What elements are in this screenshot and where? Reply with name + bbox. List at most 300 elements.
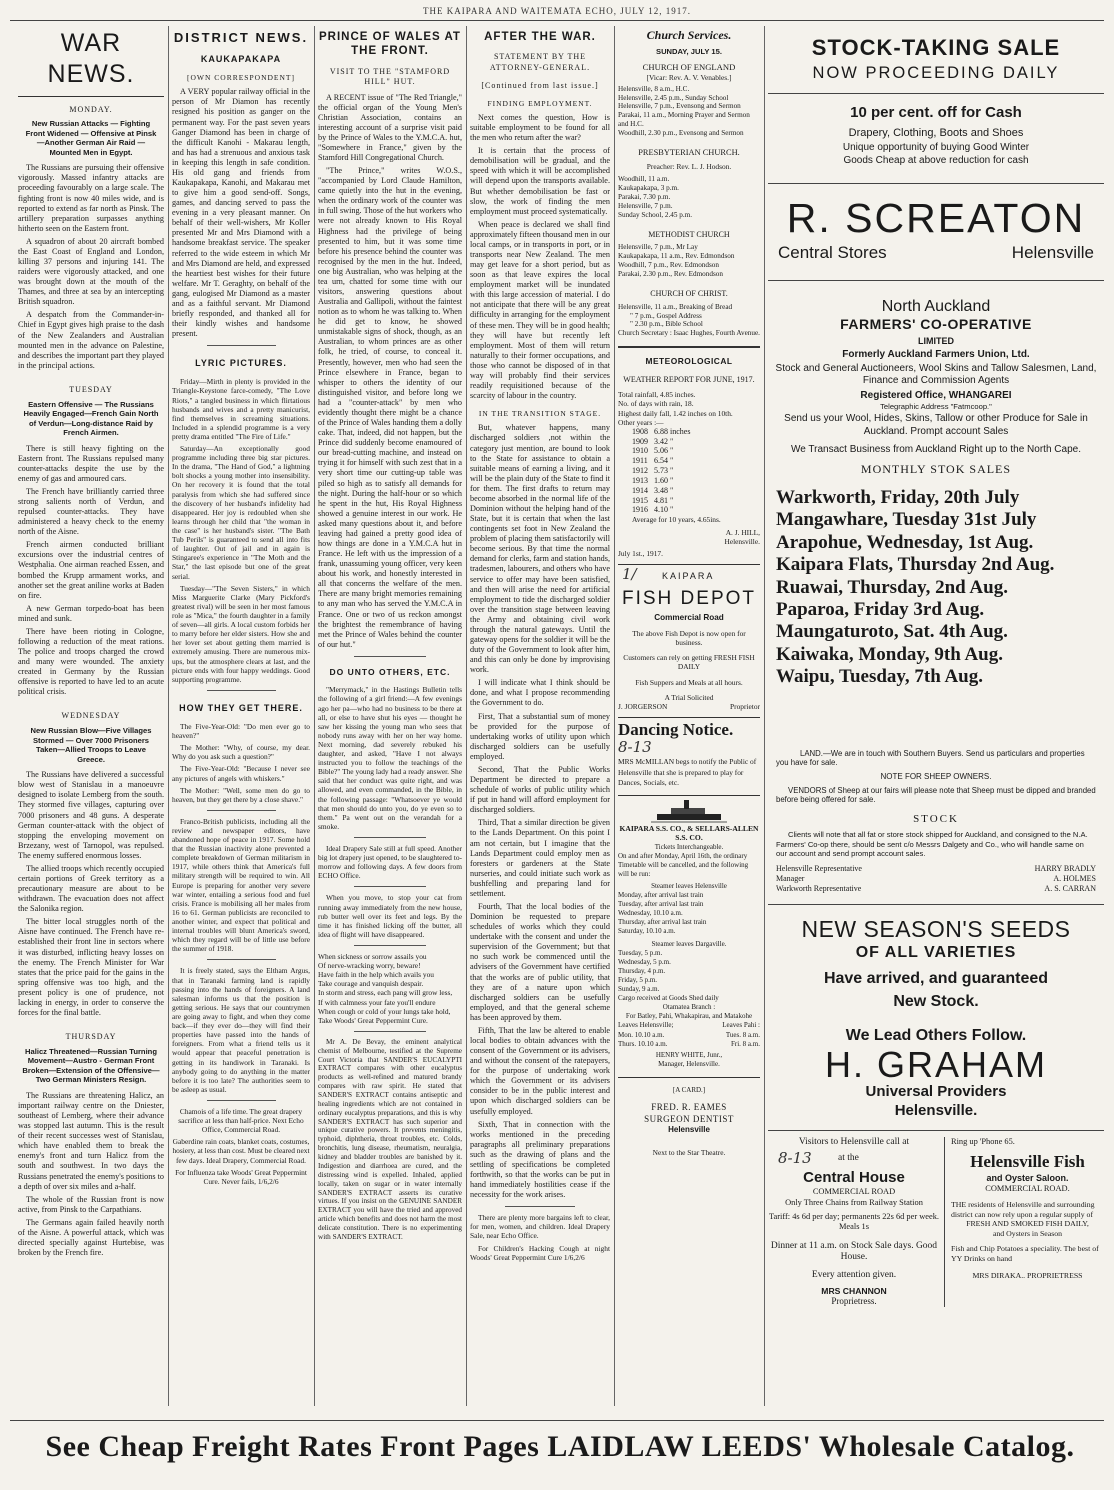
lyric-pictures-title: LYRIC PICTURES. xyxy=(195,358,287,369)
methodist-heading: METHODIST CHURCH xyxy=(648,229,730,239)
rainfall-value: 3.42 " xyxy=(654,436,674,446)
divider xyxy=(618,346,760,348)
timetable-line: Otamatea Branch : xyxy=(662,1003,716,1012)
farmers-limited: LIMITED xyxy=(918,335,954,346)
divider xyxy=(354,1031,426,1032)
divider xyxy=(618,564,760,565)
timetable-cell: Mon. 10.10 a.m. xyxy=(618,1030,665,1039)
finding-employment-heading: FINDING EMPLOYMENT. xyxy=(487,98,593,108)
representative-row xyxy=(776,874,1096,884)
paragraph: The whole of the Russian front is now active, from Pinsk to the Carpathians. xyxy=(18,1194,164,1214)
rainfall-year: 1915 xyxy=(632,495,648,505)
timetable-line: Manager, Helensville. xyxy=(658,1059,720,1068)
service-item: Woodhill, 2.30 p.m., Evensong and Sermon xyxy=(618,129,744,138)
bottom-banner: See Cheap Freight Rates Front Pages LAIDLAW LEEDS' Wholesale Catalog. xyxy=(45,1430,1075,1463)
service-item: Woodhill, 11 a.m. xyxy=(618,175,670,184)
screaton-row xyxy=(778,243,1094,264)
screaton-name: R. SCREATON xyxy=(786,194,1086,241)
timetable-line: Thursday, after arrival last train xyxy=(618,918,707,927)
do-unto-others-title: DO UNTO OTHERS, ETC. xyxy=(329,666,451,677)
rep-name: A. HOLMES xyxy=(1053,874,1096,884)
paragraph: The Five-Year-Old: "Because I never see any pictures of angels with whiskers." xyxy=(172,764,310,783)
bottom-rule xyxy=(10,1420,1104,1421)
helensville-fish-road: COMMERCIAL ROAD. xyxy=(985,1183,1070,1193)
seeds-arrived: Have arrived, and guaranteed xyxy=(823,969,1049,987)
after-the-war-column xyxy=(470,26,610,1421)
sale-date: Paparoa, Friday 3rd Aug. xyxy=(776,598,985,620)
paragraph: The bitter local struggles north of the Aisne have continued. The French have re-established their front line in sectors where it was disturbed, inflicting heavy losses on the enemy. The French Minister for War states that the price paid for the gains in the spring offensive was too high, and the present policy is one of prudence, not lacking in energy, in order to conserve the forces for the final battle. xyxy=(18,917,164,1018)
weather-subtitle: WEATHER REPORT FOR JUNE, 1917. xyxy=(623,374,755,384)
proprietor-role: Proprietor xyxy=(730,701,760,711)
handwritten-mark: 8-13 xyxy=(618,737,652,756)
service-item: Parakai, 7.30 p.m. xyxy=(618,193,671,202)
divider xyxy=(18,96,164,97)
rain-line: Total rainfall, 4.85 inches. xyxy=(618,390,696,400)
timetable-line: For Batley, Pahi, Whakapirau, and Matakohe xyxy=(625,1012,753,1021)
advertisements-column xyxy=(768,26,1104,1421)
paragraph: But, whatever happens, many discharged soldiers ,not within the category just mention, are bound to look to the State for assistance to obtain a suitable means of earning a living, and it will be the plain duty of the State to find it for them. The first drafts to return may become absorbed in the normal life of the Dominion without the helping hand of the State, but it is certain that when the last contingents set foot in New Zealand the problem of placing them satisfactorily will become serious. By that time the normal demand for clerks, farm and station hands, tradesmen, labourers, and others who have service to offer may have been satisfied, and then will arise the need for artificial employment to tide the discharged soldier over the transition stage between leaving the Army and obtaining civil work through the natural gateways. Until the gateway opens for the soldier it will be the duty of the Government to look after him, and this can only be done by improvising work. xyxy=(470,423,610,675)
seeds-title: NEW SEASON'S SEEDS xyxy=(801,915,1071,942)
rainfall-year: 1916 xyxy=(632,505,648,515)
dentist-town: Helensville xyxy=(668,1124,710,1134)
rainfall-year: 1911 xyxy=(632,456,648,466)
rainfall-row xyxy=(632,486,696,496)
paragraph: There is still heavy fighting on the Eastern front. The Russians repulsed many counter-attacks despite the use by the enemy of gas and armoured cars. xyxy=(18,443,164,483)
central-house-road: COMMERCIAL ROAD xyxy=(812,1187,896,1197)
land-notice: LAND.—We are in touch with Southern Buyers. Send us particulars and properties you have for sale. xyxy=(776,748,1085,768)
divider xyxy=(618,795,760,796)
column-rule xyxy=(764,26,765,1406)
district-news-title: DISTRICT NEWS. xyxy=(173,30,309,45)
paragraph: Friday—Mirth in plenty is provided in the Triangle-Keystone farce-comedy, "The Love Riots," a tangled business in which flirtatious husbands and wives and a pretty manicurist, find themselves in screaming situations. Included in a splendid programme is a very pretty drama entitled "The Fire of Life." xyxy=(172,377,310,441)
paragraph: French airmen conducted brilliant excursions over the industrial centres of Westphalia. One airman reached Essen, and bombed the Krupp armament works, and another set the great aniline works at Baden on fire. xyxy=(18,540,164,600)
dancing-notice-text: MRS McMILLAN begs to notify the Public of Helensville that she is prepared to play for Dances, Socials, etc. xyxy=(618,756,757,788)
timetable-line: Wednesday, 5 p.m. xyxy=(618,957,671,966)
service-item: Helensville, 7 p.m., Mr Lay xyxy=(618,243,698,252)
column-rule xyxy=(314,26,315,1406)
rainfall-year: 1909 xyxy=(632,436,648,446)
prince-subtitle: VISIT TO THE "STAMFORD HILL" HUT. xyxy=(329,66,451,87)
sale-date: Arapohue, Wednesday, 1st Aug. xyxy=(776,531,1034,553)
rain-line: Highest daily fall, 1.42 inches on 10th. xyxy=(618,408,733,418)
small-ad: Gaberdine rain coats, blanket coats, costumes, hosiery, at less than cost. Must be cleared next few days. Ideal Drapery, Commercial Road. xyxy=(172,1137,310,1165)
sale-date: Mangawhare, Tuesday 31st July xyxy=(776,509,1037,531)
helensville-fish-owner: MRS DIRAKA.. PROPRIETRESS xyxy=(972,1271,1083,1281)
steamer-timetable xyxy=(618,843,760,1069)
farmers-line-2: FARMERS' CO-OPERATIVE xyxy=(840,316,1032,333)
timetable-cell: Leaves Pahi : xyxy=(722,1021,760,1030)
signature: A. J. HILL, xyxy=(725,528,760,538)
rainfall-value: 6.88 inches xyxy=(654,426,691,436)
rainfall-row xyxy=(632,505,696,515)
central-house-line: Every attention given. xyxy=(811,1270,897,1281)
central-house-owner-role: Proprietress. xyxy=(831,1296,877,1307)
stock-taking-subtitle: NOW PROCEEDING DAILY xyxy=(812,64,1060,83)
rainfall-row xyxy=(632,427,696,437)
stock-notice: Clients will note that all fat or store stock shipped for Auckland, and consigned to the N.A. Farmers' Co-op there, should be sent c/o Messrs Dalgety and Co., who will handle same on our account and send prompt account sales. xyxy=(776,830,1088,858)
paragraph: Tuesday—"The Seven Sisters," in which Miss Marguerite Clarke (Mary Pickford's greatest rival) will be seen in her most famous role as "Mica," the fourth daughter in a family of seven—all girls. A local custom forbids her to marry before her elder sisters. How she and her lover set about getting them married is extremely amusing. There are numerous mix-ups, but the atmosphere clears at last, and the picture ends with four happy weddings. Good supporting programme. xyxy=(172,583,310,684)
dentist-name: FRED. R. EAMES xyxy=(651,1102,727,1113)
service-item: Helensville, 11 a.m., Breaking of Bread xyxy=(618,302,733,311)
timetable-cell: Tues. 8 a.m. xyxy=(725,1030,760,1039)
divider xyxy=(768,93,1104,94)
divider xyxy=(354,837,426,838)
rainfall-value: 1.60 " xyxy=(654,475,674,485)
paragraph: Franco-British publicists, including all the review and newspaper editors, have abandoned hope of peace in 1917. Some hold that the Russian inactivity alone prevented a complete breakdown of German militarism in 1917, while others think that America's full military strength will be required to win. All Europe is preparing for another very severe war winter, entailing a serious food and fuel crisis. France is mobilising all her males from 16 to 61. German publicists are reconciled to another winter, and expect that political and internal troubles will blunt America's sword, which they regard will be of little use before the summer of 1918. xyxy=(172,816,310,954)
fish-depot-title: FISH DEPOT xyxy=(622,587,757,609)
paragraph: Second, That the Public Works Department be directed to prepare a schedule of works of public utility which if put in hand will afford employment for discharged soldiers. xyxy=(470,764,610,815)
monthly-stock-sales-title: MONTHLY STOK SALES xyxy=(860,462,1012,477)
paragraph: Sixth, That in connection with the works mentioned in the preceding paragraphs all preliminary preparations such as the drawing of plans and the settling of specifications be completed forthwith, so that the works can be put in hand immediately hostilities cease if the necessity for the work arises. xyxy=(470,1119,610,1200)
place-heading: KAUKAPAKAPA xyxy=(200,53,282,64)
timetable-line: Saturday, 10.10 a.m. xyxy=(618,927,676,936)
paragraph: The allied troops which recently occupied certain portions of Greek territory as a precautionary measure are about to be withdrawn. The evacuation does not affect the Salonika region. xyxy=(18,863,164,914)
meteorological-title: METEOROLOGICAL xyxy=(645,356,733,367)
byline: [OWN CORRESPONDENT] xyxy=(187,73,295,83)
church-of-christ-list xyxy=(618,303,760,338)
seeds-varieties: OF ALL VARIETIES xyxy=(855,943,1017,961)
service-item: " 7 p.m., Gospel Address xyxy=(630,311,702,320)
service-item: Church Secretary : Isaac Hughes, Fourth Avenue. xyxy=(618,329,760,338)
central-house-line: Visitors to Helensville call at xyxy=(798,1137,910,1148)
paragraph: A VERY popular railway official in the person of Mr Diamon has recently resigned his position as ganger on the permanent way. For the past seven years Ganger Diamond has been in charge of the difficult Kanohi - Makarau length, and has had a strenuous and anxious task in keeping this length in safe condition. His old gang and friends from Kaukapakapa, Kanohi, and Makarau met to give him a good send-off. Songs, games, and dancing served to pass the evening in a very pleasant manner. On behalf of their well-wishers, Mr Koller presented Mr and Mrs Diamond with a handsome breakfast service. The speaker referred to the wide esteem in which Mr and Mrs Diamond are held, and expressed the heartiest best wishes for their future welfare. Mr T. Geraghty, on behalf of the gang, eulogised Mr Diamond as a master and as a faithful servant. Mr Diamond briefly responded, and thanked all for their kindly wishes and handsome present. xyxy=(172,87,310,339)
discount-line: 10 per cent. off for Cash xyxy=(850,104,1022,122)
presbyterian-heading: PRESBYTERIAN CHURCH. xyxy=(638,147,740,157)
service-item: " 2.30 p.m., Bible School xyxy=(630,320,703,329)
rep-name: HARRY BRADLY xyxy=(1034,864,1096,874)
war-news-column xyxy=(18,26,164,1421)
tuesday-deck: Eastern Offensive — The Russians Heavily Engaged—French Gain North of Verdun—Long-distance Raid by French Airmen. xyxy=(23,399,159,438)
paragraph: A new German torpedo-boat has been mined and sunk. xyxy=(18,603,164,623)
rep-role: Manager xyxy=(776,874,805,884)
small-ad: There are plenty more bargains left to clear, for men, women, and children. Ideal Drapery Sale, near Echo Office. xyxy=(470,1213,610,1241)
graham-name: H. GRAHAM xyxy=(824,1043,1047,1085)
paragraph: A squadron of about 20 aircraft bombed the East Coast of England and London, killing 37 persons and injuring 141. The raiders were vigorously attacked, and one was brought down at the mouth of the Thames, and three at sea by an intercepting British squadron. xyxy=(18,236,164,307)
rainfall-value: 3.48 " xyxy=(654,485,674,495)
rainfall-year: 1912 xyxy=(632,466,648,476)
sale-date: Kaiwaka, Monday, 9th Aug. xyxy=(776,643,1003,665)
farmers-office: Registered Office, WHANGAREI xyxy=(860,389,1012,401)
paragraph: First, That a substantial sum of money be provided for the purpose of undertaking works of utility upon which discharged soldiers can be usefully employed. xyxy=(470,711,610,761)
farmers-line: We Transact Business from Auckland Right up to the North Cape. xyxy=(791,443,1081,455)
timetable-line: Steamer leaves Dargaville. xyxy=(651,939,727,948)
paragraph: Ideal Drapery Sale still at full speed. Another big lot drapery just opened, to be slaughtered to-morrow and following days. A few doors from ECHO Office. xyxy=(318,844,462,881)
divider xyxy=(505,1206,575,1207)
screaton-town: Helensville xyxy=(1011,242,1094,262)
monday-heading: MONDAY. xyxy=(69,104,113,114)
timetable-line: Sunday, 9 a.m. xyxy=(618,985,660,994)
central-house-line: Dinner at 11 a.m. on Stock Sale days. Good House. xyxy=(770,1240,938,1263)
divider xyxy=(207,1100,276,1101)
rainfall-table xyxy=(632,427,696,515)
rep-role: Warkworth Representative xyxy=(776,883,862,893)
phone-line: Ring up 'Phone 65. xyxy=(951,1137,1015,1147)
helensville-fish-line: Fish and Chip Potatoes a speciality. The best of YY Drinks on hand xyxy=(951,1244,1099,1263)
timetable-cell: Leaves Helensville; xyxy=(618,1021,674,1030)
rep-role: Helensville Representative xyxy=(776,864,862,874)
rainfall-value: 4.10 " xyxy=(654,505,674,515)
fish-line: A Trial Solicited xyxy=(664,692,714,702)
steamer-icon xyxy=(618,798,760,824)
rainfall-row xyxy=(632,446,696,456)
paragraph: It is certain that the process of demobilisation will be gradual, and the speed with which it will be accomplished will depend upon the transports available. But whether demobilisation be fast or slow, the work of finding the men employment must proceed systematically. xyxy=(470,146,610,216)
rainfall-value: 4.81 " xyxy=(654,495,674,505)
paragraph: The Russians are threatening Halicz, an important railway centre on the Dniester, southeast of Lemberg, where their advance was stopped last autumn. This is the result of their recent successes west of Stanislau, which have enabled them to break the enemy's front and turn Halicz from the south and southwest. In two days the Russians penetrated the enemy's positions to a depth of over six miles and a-half. xyxy=(18,1090,164,1191)
helensville-fish-line: THE residents of Helensville and surrounding district can now rely upon a regular supply of xyxy=(951,1199,1095,1219)
farmers-line-1: North Auckland xyxy=(881,297,991,315)
church-services-title: Church Services. xyxy=(646,28,732,42)
timetable-line: On and after Monday, April 16th, the ordinary Timetable will be cancelled, and the following will be run: xyxy=(618,851,749,878)
timetable-line: Tuesday, 5 p.m. xyxy=(618,948,663,957)
tuesday-heading: TUESDAY xyxy=(69,384,113,394)
rainfall-row xyxy=(632,496,696,506)
sale-date: Maungaturoto, Sat. 4th Aug. xyxy=(776,621,1008,643)
stock-line: Goods Cheap at above reduction for cash xyxy=(843,154,1029,166)
rep-name: A. S. CARRAN xyxy=(1044,883,1096,893)
bottom-ads-row xyxy=(768,1137,1104,1307)
kaipara-label: KAIPARA xyxy=(662,570,715,581)
handwritten-mark: 1/ xyxy=(622,564,637,583)
fish-depot-road: Commercial Road xyxy=(654,613,724,623)
central-house-ad xyxy=(768,1137,945,1307)
sale-date: Kaipara Flats, Thursday 2nd Aug. xyxy=(776,554,1055,576)
fish-line: The above Fish Depot is now open for business. xyxy=(632,629,746,648)
divider xyxy=(354,656,426,657)
divider xyxy=(768,183,1104,184)
timetable-line: Cargo received at Goods Shed daily xyxy=(618,994,719,1003)
timetable-line: Monday, after arrival last train xyxy=(618,891,704,900)
paragraph: Mr A. De Bevay, the eminent analytical chemist of Melbourne, testified at the Supreme Court Victoria that SANDER'S EUCALYPTI EXTRACT compares with other eucalyptus products as well-refined and matured brandy compares with raw spirit. He stated that SANDER'S EXTRACT contains antiseptic and healing ingredients which are not contained in ordinary eucalyptus preparations, and this is why SANDER'S EXTRACT has such superior and unique curative powers. It prevents meningitis, typhoid, diphtheria, throat troubles, etc. Colds, bronchitis, lung disease, rheumatism, neuralgia, kidney and bladder troubles are banished by it. Indigestion and diarrhoea are cured, and the distressing wind is expelled. Inhaled, applied locally, taken on sugar or in water internally SANDER'S EXTRACT asserts its curative virtues. If you insist on the GENUINE SANDER EXTRACT you will have the tried and approved article which benefits and does not harm the most delicate constitution. There is no experimenting with SANDER'S EXTRACT. xyxy=(318,1037,462,1241)
war-news-title: WAR NEWS. xyxy=(47,29,135,88)
divider xyxy=(618,717,760,718)
fish-depot-header xyxy=(618,564,760,587)
after-war-subtitle: STATEMENT BY THE ATTORNEY-GENERAL. xyxy=(489,52,591,72)
dentist-card-label: [A CARD.] xyxy=(672,1085,706,1094)
prince-of-wales-column xyxy=(318,26,462,1421)
paragraph: The Five-Year-Old: "Do men ever go to heaven?" xyxy=(172,721,310,741)
rainfall-year: 1908 xyxy=(632,426,648,436)
presbyterian-list xyxy=(618,175,760,219)
timetable-line: Thursday, 4 p.m. xyxy=(618,966,666,975)
rain-line: No. of days with rain, 18. xyxy=(618,399,694,409)
report-date: July 1st., 1917. xyxy=(618,548,663,558)
rainfall-row xyxy=(632,456,696,466)
transition-stage-heading: IN THE TRANSITION STAGE. xyxy=(478,409,602,419)
sale-date: Waipu, Tuesday, 7th Aug. xyxy=(776,666,983,688)
sheep-owners-title: NOTE FOR SHEEP OWNERS. xyxy=(880,771,992,781)
paragraph: There have been rioting in Cologne, following a reduction of the meat rations. The police and troops charged the crowd and many were wounded. The anxiety created in Germany by the Russian offensive is reported to have led to an acute political crisis. xyxy=(18,626,164,697)
seeds-slogan: We Lead Others Follow. xyxy=(845,1026,1027,1044)
thursday-deck: Halicz Threatened—Russian Turning Movement—Austro - German Front Broken—Extension of the Offensive—Two German Ministers Resign. xyxy=(22,1046,160,1085)
divider xyxy=(768,280,1104,281)
service-item: Helensville, 7 p.m., Evensong and Sermon xyxy=(618,102,741,111)
rainfall-value: 6.54 " xyxy=(654,456,674,466)
farmers-formerly: Formerly Auckland Farmers Union, Ltd. xyxy=(842,348,1030,360)
fish-proprietor xyxy=(618,702,760,711)
timetable-line: Tuesday, after arrival last train xyxy=(618,900,704,909)
service-item: Parakai, 2.30 p.m., Rev. Edmondson xyxy=(618,270,723,279)
helensville-fish-title: Helensville Fish xyxy=(970,1151,1085,1171)
service-item: Helensville, 7 p.m. xyxy=(618,201,673,210)
sale-dates-list xyxy=(768,487,1104,689)
representative-row xyxy=(776,864,1096,874)
divider xyxy=(354,886,426,887)
after-war-title: AFTER THE WAR. xyxy=(484,31,596,43)
rainfall-year: 1910 xyxy=(632,446,648,456)
stock-line: Unique opportunity of buying Good Winter xyxy=(842,142,1030,154)
rainfall-value: 5.06 " xyxy=(654,446,674,456)
rainfall-year: 1913 xyxy=(632,475,648,485)
rain-average: Average for 10 years, 4.65ins. xyxy=(632,515,721,525)
preacher-line: Preacher: Rev. L. J. Hodson. xyxy=(646,162,732,172)
rainfall-row xyxy=(632,466,696,476)
timetable-line: Steamer leaves Helensville xyxy=(651,882,727,890)
column-rule xyxy=(614,26,615,1406)
central-house-line: Tariff: 4s 6d per day; permanents 22s 6d per week. Meals 1s xyxy=(769,1212,939,1232)
wednesday-deck: New Russian Blow—Five Villages Stormed — Over 7000 Prisoners Taken—Allied Troops to Leave Greece. xyxy=(30,726,152,764)
central-house-at xyxy=(768,1149,940,1169)
masthead: THE KAIPARA AND WAITEMATA ECHO, JULY 12, 1917. xyxy=(422,6,692,16)
dentist-address: Next to the Star Theatre. xyxy=(652,1148,726,1158)
timetable-line: Wednesday, 10.10 a.m. xyxy=(618,909,683,918)
paragraph: Third, That a similar direction be given to the Lands Department. On this point I am not certain, but I imagine that the Lands Department could employ men as foresters or gardeners at the State nurseries, and could initiate such work as bushfelling and preparing land for settlement. xyxy=(470,818,610,898)
service-item: Parakai, 11 a.m., Morning Prayer and Sermon and H.C. xyxy=(618,111,750,129)
paragraph: The Germans again failed heavily north of the Aisne. A powerful attack, which was directed specially against Hurtebise, was broken by the French fire. xyxy=(18,1217,164,1258)
small-ad: Chamois of a life time. The great drapery sacrifice at less than half-price. Next Echo Office, Commercial Road. xyxy=(178,1107,304,1135)
column-rule xyxy=(168,26,169,1406)
methodist-list xyxy=(618,243,760,278)
graham-providers: Universal Providers xyxy=(865,1083,1007,1101)
fish-line: Fish Suppers and Meals at all hours. xyxy=(635,677,743,687)
rain-line: Other years :— xyxy=(618,417,664,427)
timetable-cell: Thurs. 10.10 a.m. xyxy=(618,1039,668,1048)
paragraph: Next comes the question, How is suitable employment to be found for all the men who return after the war? xyxy=(470,112,610,143)
vicar-line: [Vicar: Rev. A. V. Venables.] xyxy=(646,72,732,82)
paragraph: The French have brilliantly carried three strong salients north of Verdun, and repulsed counter-attacks. They have administered a heavy check to the enemy north of the Aisne. xyxy=(18,486,164,537)
divider xyxy=(207,810,276,811)
sale-date: Ruawai, Thursday, 2nd Aug. xyxy=(776,576,1008,598)
wednesday-heading: WEDNESDAY xyxy=(61,711,121,721)
helensville-fish-line: and Oysters in Season xyxy=(992,1228,1063,1238)
fish-line: Customers can rely on getting FRESH FISH DAILY xyxy=(623,653,755,672)
thursday-heading: THURSDAY xyxy=(65,1032,117,1042)
service-item: Woodhill, 7 p.m., Rev. Edmondson xyxy=(618,261,719,270)
rainfall-row xyxy=(632,476,696,486)
divider xyxy=(768,1130,1104,1131)
small-ad: For Influenza take Woods' Great Peppermint Cure. Never fails, 1/6,2/6 xyxy=(175,1167,307,1186)
seeds-new-stock: New Stock. xyxy=(893,993,979,1011)
helensville-fish-line: FRESH AND SMOKED FISH DAILY, xyxy=(966,1219,1089,1229)
paragraph: When peace is declared we shall find approximately fifteen thousand men in our local camps, or in transports in port, or in transports near New Zealand. The men may get leave for a short period, but as soon as that leave expires the local employment market will be inundated with this large accession of material. I do not anticipate that there will be any great difficulty in arranging for the employment of these men. They will be in good health; they will have but recently left employment. Most of them will return naturally to their former occupations, and those who cannot be disposed of in that way will probably find their services readily requisitioned because of the scarcity of labour in the country. xyxy=(470,219,610,401)
dentist-role: SURGEON DENTIST xyxy=(644,1113,734,1124)
rainfall-year: 1914 xyxy=(632,485,648,495)
divider xyxy=(207,959,276,960)
church-of-christ-heading: CHURCH OF CHRIST. xyxy=(650,288,728,298)
paragraph: The Mother: "Why, of course, my dear. Why do you ask such a question?" xyxy=(172,743,310,762)
divider xyxy=(207,690,276,691)
farmers-line: Send us your Wool, Hides, Skins, Tallow or other Produce for Sale in Auckland. Prompt account Sales xyxy=(784,413,1088,437)
paragraph: The Russians have delivered a successful blow west of Stanislau in a manoeuvre designed to isolate Lemberg from the south. They stormed five villages, capturing over 7000 prisoners and 48 guns. A desperate German counter-attack with the object of stopping the enveloping movement on Brzezany, west of Tarnopol, was repulsed. The enemy suffered enormous losses. xyxy=(18,770,164,860)
paragraph: A despatch from the Commander-in-Chief in Egypt gives high praise to the dash of the New Zealanders and Australian mounted men in the advance on Palestine, and describes the important part they played in the principal actions. xyxy=(18,310,164,370)
kaipara-ss-title: KAIPARA S.S. CO., & SELLARS-ALLEN S.S. CO. xyxy=(619,823,759,843)
farmers-telegraph: Telegraphic Address "Fatmcoop." xyxy=(880,401,992,411)
service-item: Helensville, 8 a.m., H.C. xyxy=(618,84,690,93)
continued-note: [Continued from last issue.] xyxy=(481,80,599,90)
screaton-store: Central Stores xyxy=(778,242,887,262)
signature-town: Helensville. xyxy=(724,537,760,547)
small-ad: For Children's Hacking Cough at night Woods' Great Peppermint Cure 1/6,2/6 xyxy=(470,1243,610,1262)
divider xyxy=(207,345,276,346)
how-they-get-there-title: HOW THEY GET THERE. xyxy=(179,702,303,713)
stock-taking-title: STOCK-TAKING SALE xyxy=(811,35,1061,60)
paragraph: Fourth, That the local bodies of the Dominion be requested to prepare schedules of works which they could undertake with the consent and under the supervision of the Government; but that no such work be commenced until the advisers of the Government have certified that the works are of public utility, that they are of a nature upon which discharged soldiers can be usefully employed, and that the general scheme has been approved by them. xyxy=(470,901,610,1022)
church-of-england-heading: CHURCH OF ENGLAND xyxy=(642,62,736,73)
sale-date: Warkworth, Friday, 20th July xyxy=(776,486,1020,508)
top-rule xyxy=(10,20,1104,21)
divider xyxy=(618,1077,760,1078)
central-house-owner: MRS CHANNON xyxy=(821,1285,887,1296)
paragraph: When you move, to stop your cat from running away immediately from the new house, rub butter well over its feet and legs. By the time it has finished licking off the butter, all idea of flight will have disappeared. xyxy=(318,893,462,939)
paragraph: "Merrymack," in the Hastings Bulletin tells the following of a girl friend:—A few evenings ago her pa—who had no business to be there at all, or else to have shut his eyes — thought he saw her kissing the young man who sees that nobody runs away with her on her way home. Next morning, dad severely rebuked his daughter, and asked, "Have I not always instructed you to follow the teachings of the Bible?" The young lady had a ready answer. She said that her conduct was quite right, and was allowed, and even commanded, in the Bible, in the following passage: "Whatsoever ye would that men should do unto you, do ye even so to them." Pa went out on the verandah for a smoke. xyxy=(318,685,462,831)
paragraph: A RECENT issue of "The Red Triangle," the official organ of the Young Men's Christian Association, contains an interesting account of a surprise visit paid by the Prince of Wales to the Y.M.C.A. hut, "Somewhere in France," given by the Stamford Hill Congregational Church. xyxy=(318,92,462,162)
stock-items: Drapery, Clothing, Boots and Shoes xyxy=(848,126,1024,139)
timetable-line: Friday, 5 p.m. xyxy=(618,975,658,984)
service-item: Kaukapakapa, 11 a.m., Rev. Edmondson xyxy=(618,252,735,261)
timetable-cell: Fri. 8 a.m. xyxy=(731,1039,760,1048)
farmers-line: Stock and General Auctioneers, Wool Skins and Tallow Salesmen, Land, Finance and Commission Agents xyxy=(775,363,1097,387)
paragraph: The Mother: "Well, some men do go to heaven, but they get there by a close shave." xyxy=(172,785,310,804)
service-item: Sunday School, 2.45 p.m. xyxy=(618,210,693,219)
rainfall-value: 5.73 " xyxy=(654,466,674,476)
dancing-notice-title: Dancing Notice. xyxy=(618,719,734,739)
paragraph: Fifth, That the law be altered to enable local bodies to obtain advances with the consent of the Government or its advisers, and without the consent of the ratepayers, for the purpose of undertaking work which the Government or its advisers consider to be in the public interest and upon which discharged soldiers can be usefully employed. xyxy=(470,1025,610,1116)
timetable-row xyxy=(618,1031,760,1040)
service-item: Helensville, 2.45 p.m., Sunday School xyxy=(618,93,729,102)
rainfall-row xyxy=(632,437,696,447)
service-item: Kaukapakapa, 3 p.m. xyxy=(618,184,679,193)
helensville-fish-sub: and Oyster Saloon. xyxy=(986,1172,1069,1183)
district-news-column xyxy=(172,26,310,1421)
timetable-row xyxy=(618,1021,760,1030)
notices-column xyxy=(618,26,760,1421)
church-date: SUNDAY, JULY 15. xyxy=(656,46,722,56)
paragraph: Saturday—An exceptionally good programme including three big star pictures. In the drama, "The Hand of God," a lightning bolt shocks a young mother into insensibility. On her recovery it is found that the total paralysis from which she had suffered since the discovery of her husband's infidelity had disappeared. Her joy is redoubled when she learns through her child that "the woman in the case" is her husband's sister. "The Bath Tub Perils" is guaranteed to send all into fits of laughter. Out of jail and in again is Stingaree's experience in "The Moth and the Star," the last episode but one of the great serial. xyxy=(172,444,310,581)
divider xyxy=(768,904,1104,905)
timetable-line: HENRY WHITE, Junr., xyxy=(655,1050,723,1059)
representative-row xyxy=(776,884,1096,894)
church-of-england-list xyxy=(618,85,760,138)
divider xyxy=(354,945,426,946)
helensville-fish-ad xyxy=(945,1137,1104,1307)
representatives xyxy=(776,864,1096,893)
poem: When sickness or sorrow assails you Of nerve-wracking worry, beware! Have faith in the help which avails you Take courage and vanquish despair. In storm and stress, each pang will grow less, If with calmness your fate you'll endure When cough or cold of your lungs take hold, Take Woods' Great Peppermint Cure. xyxy=(318,952,453,1025)
sheep-notice: VENDORS of Sheep at our fairs will please note that Sheep must be dipped and branded before being offered for sale. xyxy=(776,785,1096,805)
paragraph: The Russians are pursuing their offensive vigorously. Massed infantry attacks are proceeding favourably on a large scale. The fighting front is now 40 miles wide, and is reported to extend as far north as Pinsk. The artillery preparation surpasses anything hitherto seen on the Eastern front. xyxy=(18,163,164,233)
paragraph: I will indicate what I think should be done, and what I propose recommending the Government to do. xyxy=(470,678,610,708)
stock-notice-title: STOCK xyxy=(913,812,959,825)
central-house-name: Central House xyxy=(803,1168,905,1186)
column-rule xyxy=(466,26,467,1406)
handwritten-mark: 8-13 xyxy=(778,1148,812,1167)
paragraph: "The Prince," writes W.O.S., "accompanied by Lord Claude Hamilton, came quietly into the hut in the evening, when the ordinary work of the counter was in full swing. Those of the hut workers who were not already known to His Royal Highness had the privilege of being presented to him, but it was some time before his presence behind the counter was recognised by the men in the hut. Indeed, one big Australian, who was helping at the tea urn, chatted for some time with our visitors, answering questions about Australia and Gallipoli, without the faintest notion as to whom he was talking to. When he did get to know, he showed unmistakable signs of shock, though, as an Australian, to whom princes are as other folk, he tried, of course, to conceal it. Presently, however, men who had seen the Prince elsewhere in France, began to whisper to others the identity of our distinguished visitor, and before long we had a "counter-attack" by men who evidently thought there might be a chance of the Prince of Wales handing them a dolly cake. That, indeed, did not happen, but the Prince did suddenly become enamoured of our bread-cutting machine, and instead on trying it for himself with such zest that in a very short time our cutting-up table was piled so high as to satisfy all demands for the night. During the half-hour or so which he spent in the hut, His Royal Highness showed a genuine interest in our work. He asked many questions about it, and before leaving had gained a pretty good idea of how things are done in a Y.M.C.A hut in France. He left with us the impression of a frank, unassuming young officer, very keen about his work, and honestly interested in all that concerns the welfare of the men. There are many bright memories remaining to any man who has served the Y.M.C.A in France. One or two of us reckon amongst the brightest the remembrance of having met the Prince of Wales behind the counter of our hut." xyxy=(318,166,462,649)
graham-town: Helensville. xyxy=(894,1101,978,1119)
dancing-notice-body xyxy=(618,737,760,789)
monday-deck: New Russian Attacks — Fighting Front Widened — Offensive at Pinsk—Another German Air Raid —Mounted Men in Egypt. xyxy=(25,119,157,157)
at-the-label: at the xyxy=(838,1152,859,1163)
prince-title: PRINCE OF WALES AT THE FRONT. xyxy=(319,31,461,58)
proprietor-name: J. JORGERSON xyxy=(618,701,668,711)
paragraph: It is freely stated, says the Eltham Argus, that in Taranaki farming land is rapidly passing into the hands of foreigners. A land salesman informs us that the position is getting serious. He says that our countrymen are going away to fight, and when they come back—if they ever do—they will find their properties have passed into the hands of foreigners. From what a friend tells us it would appear that peaceful penetration is getting in its handiwork in Taranaki. Is anybody going to do anything in the matter before it is too late? The authorities seem to be asleep as usual. xyxy=(172,966,310,1094)
